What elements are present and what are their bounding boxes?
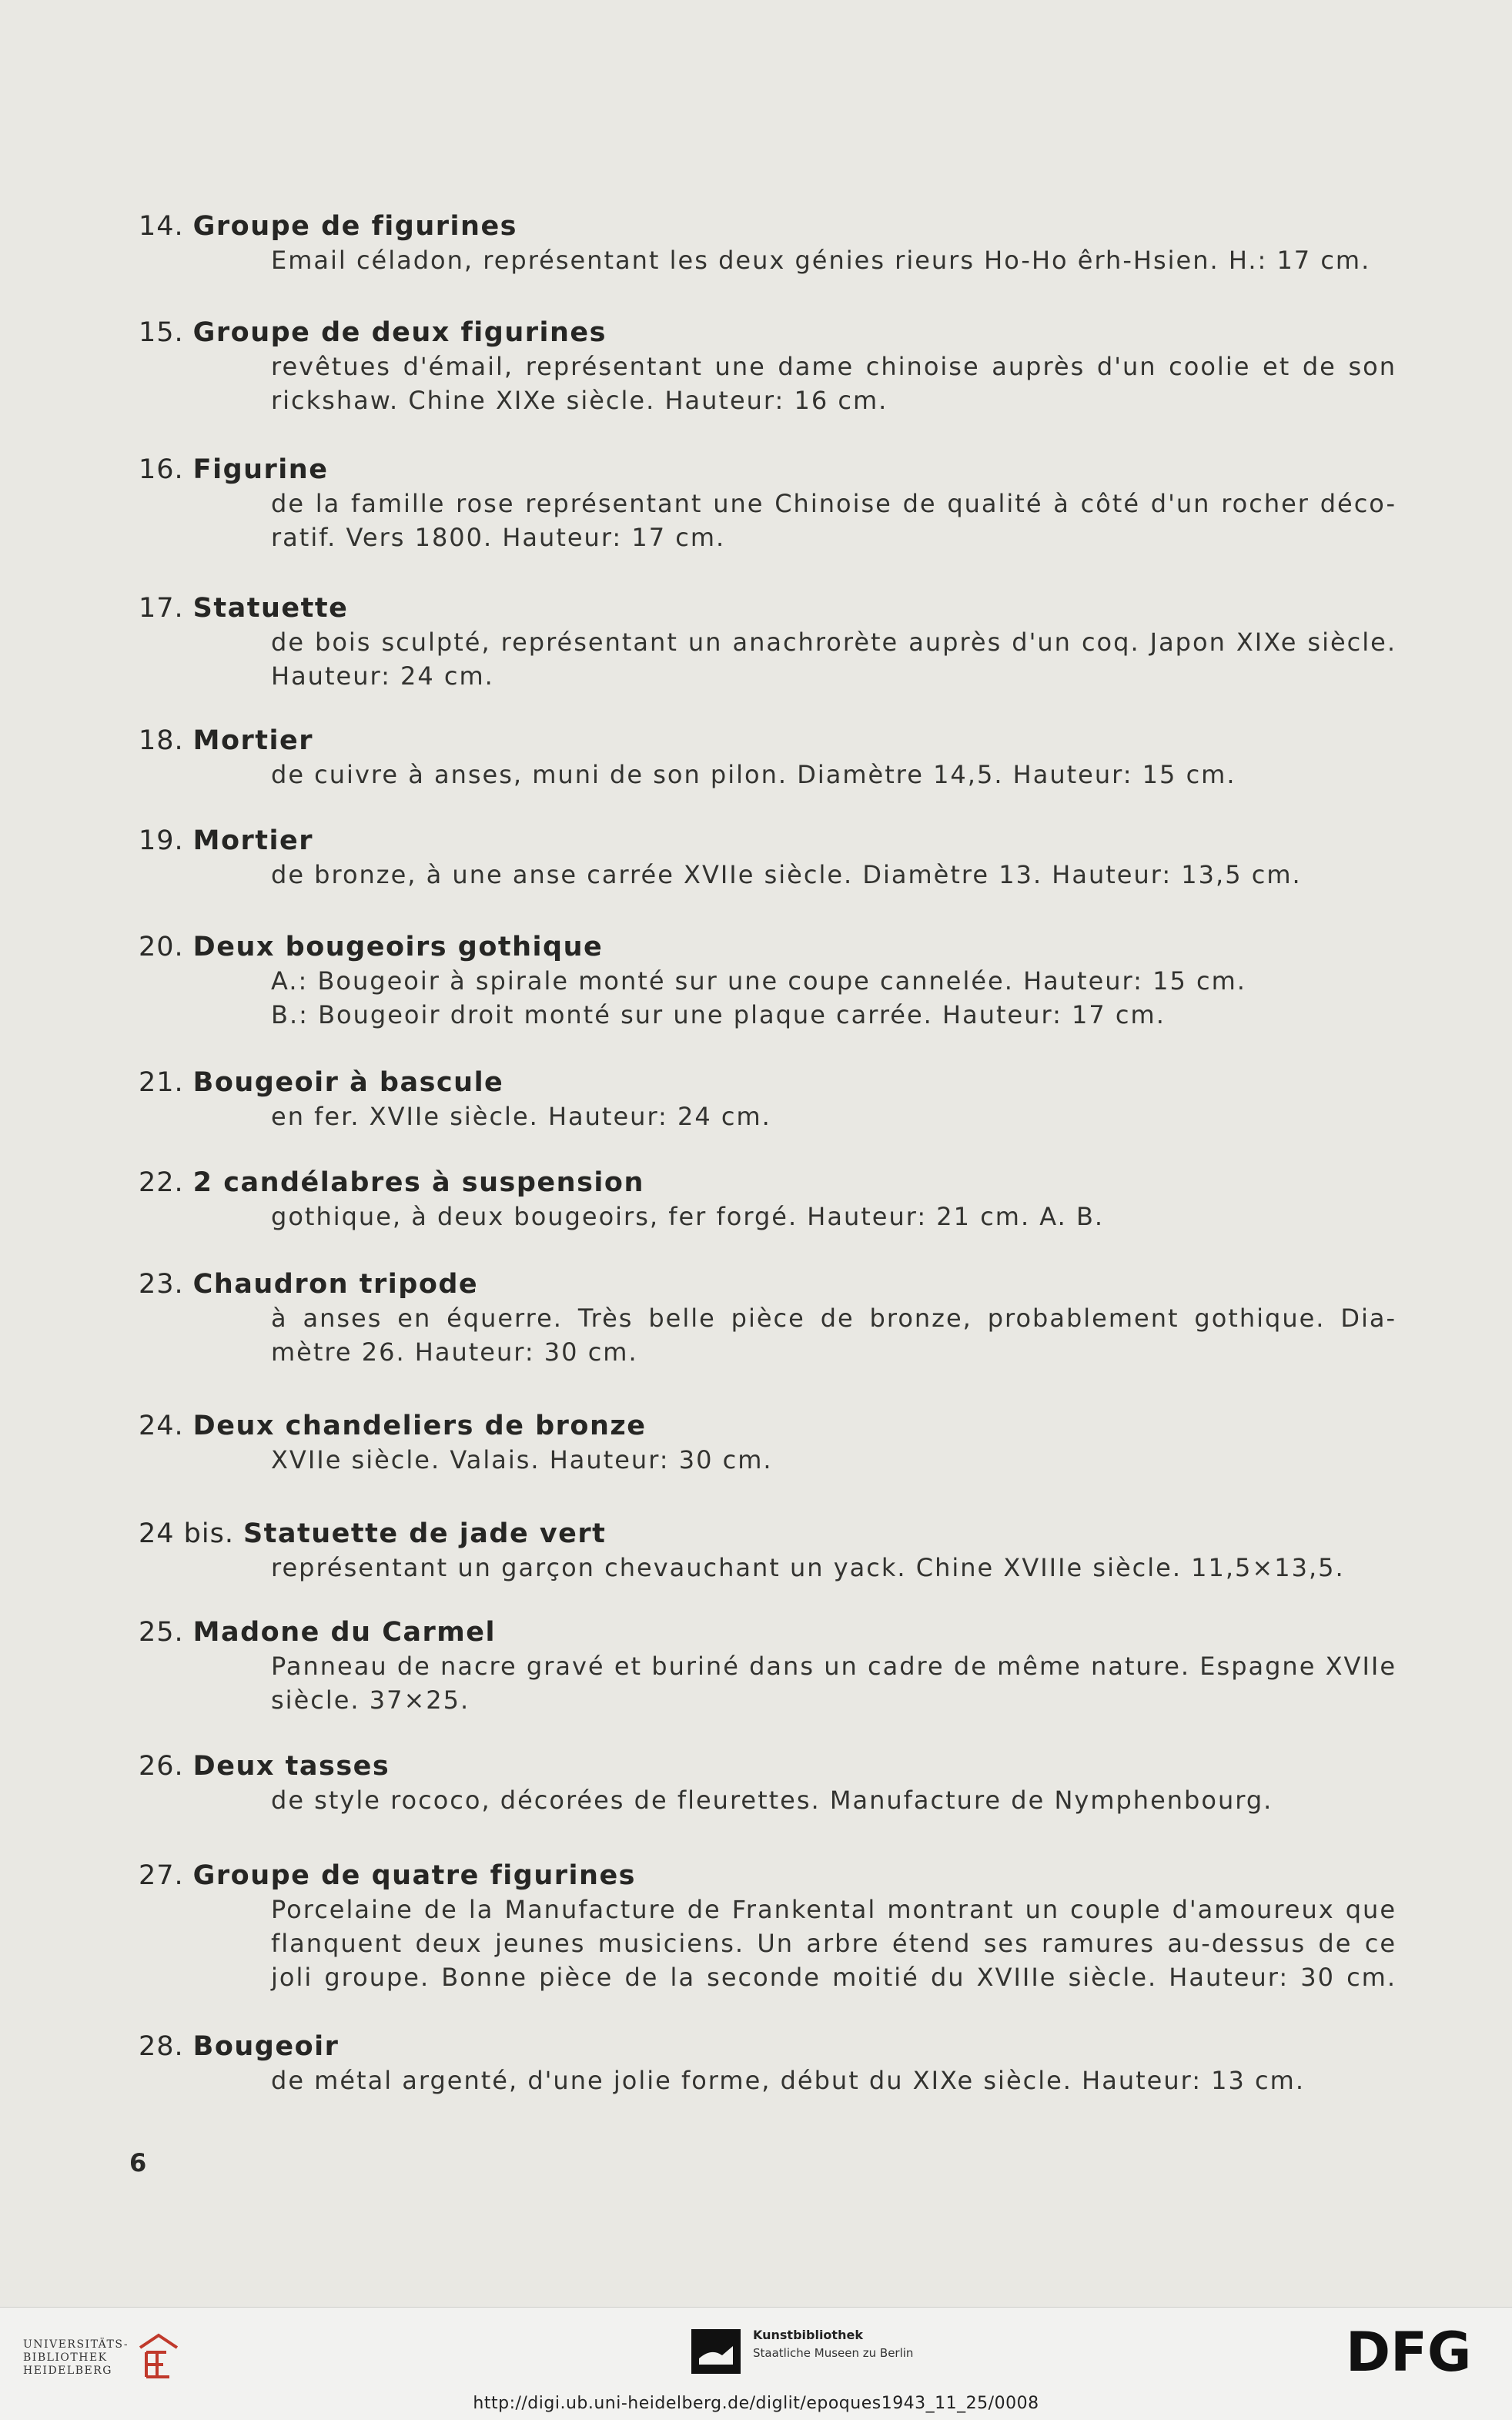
entry-description-line: de la famille rose représentant une Chinoise de qualité à côté d'un rocher déco-: [271, 489, 1397, 518]
entry-heading: [139, 2030, 339, 2064]
entry-description-line: Panneau de nacre gravé et buriné dans un cadre de même nature. Espagne XVIIe: [271, 1652, 1397, 1681]
entry-description-line: représentant un garçon chevauchant un yack. Chine XVIIIe siècle. 11,5×13,5.: [271, 1553, 1345, 1582]
entry-number: 21.: [139, 1067, 184, 1098]
university-label-line: BIBLIOTHEK: [23, 2351, 108, 2364]
entry-description-line: Porcelaine de la Manufacture de Frankental montrant un couple d'amoureux que: [271, 1895, 1397, 1924]
entry-description-line: revêtues d'émail, représentant une dame chinoise auprès d'un coolie et de son: [271, 352, 1397, 381]
entry-description-line: de style rococo, décorées de fleurettes. Manufacture de Nymphenbourg.: [271, 1786, 1273, 1815]
document-url-link[interactable]: http://digi.ub.uni-heidelberg.de/diglit/epoques1943_11_25/0008: [473, 2394, 1039, 2413]
entry-description-line: B.: Bougeoir droit monté sur une plaque carrée. Hauteur: 17 cm.: [271, 1000, 1166, 1029]
entry-number: 24 bis.: [139, 1518, 234, 1549]
entry-number: 20.: [139, 932, 184, 962]
university-label-line: UNIVERSITÄTS-: [23, 2338, 129, 2351]
entry-heading: [139, 1749, 390, 1783]
entry-title: Bougeoir à bascule: [192, 1067, 504, 1098]
entry-number: 27.: [139, 1860, 184, 1891]
entry-title: Deux tasses: [192, 1751, 390, 1782]
entry-description-line: gothique, à deux bougeoirs, fer forgé. Hauteur: 21 cm. A. B.: [271, 1202, 1105, 1231]
dfg-logo-icon[interactable]: [1346, 2325, 1492, 2380]
entry-description-line: de bronze, à une anse carrée XVIIe siècle. Diamètre 13. Hauteur: 13,5 cm.: [271, 860, 1302, 889]
footer-bar: [0, 2307, 1512, 2420]
entry-description-line: Hauteur: 24 cm.: [271, 661, 494, 691]
entry-number: 25.: [139, 1617, 184, 1648]
entry-title: Groupe de quatre figurines: [192, 1860, 637, 1891]
entry-description-line: A.: Bougeoir à spirale monté sur une coupe cannelée. Hauteur: 15 cm.: [271, 966, 1246, 996]
page-number: 6: [129, 2148, 147, 2177]
entry-title: Mortier: [192, 725, 314, 756]
kunstbibliothek-logo-icon[interactable]: [691, 2329, 741, 2374]
entry-description-line: joli groupe. Bonne pièce de la seconde moitié du XVIIIe siècle. Hauteur: 30 cm.: [271, 1963, 1397, 1992]
entry-heading: [139, 209, 517, 243]
entry-heading: [139, 1409, 647, 1443]
entry-heading: [139, 1267, 478, 1301]
entry-number: 28.: [139, 2031, 184, 2062]
entry-description-line: XVIIe siècle. Valais. Hauteur: 30 cm.: [271, 1445, 773, 1474]
entry-number: 24.: [139, 1411, 184, 1441]
entry-number: 19.: [139, 825, 184, 856]
entry-heading: [139, 453, 328, 487]
entry-title: Figurine: [192, 454, 329, 485]
entry-title: Groupe de deux figurines: [192, 317, 607, 348]
entry-title: Deux chandeliers de bronze: [192, 1411, 647, 1441]
dfg-logo-text: DFG: [1346, 2325, 1472, 2380]
entry-title: 2 candélabres à suspension: [192, 1167, 644, 1198]
entry-heading: [139, 724, 313, 758]
entry-number: 15.: [139, 317, 184, 348]
entry-number: 17.: [139, 593, 184, 624]
entry-title: Madone du Carmel: [192, 1617, 496, 1648]
university-library-label[interactable]: [23, 2338, 129, 2378]
entry-title: Bougeoir: [192, 2031, 340, 2062]
entry-description-line: de cuivre à anses, muni de son pilon. Diamètre 14,5. Hauteur: 15 cm.: [271, 760, 1236, 789]
entry-description-line: de métal argenté, d'une jolie forme, début du XIXe siècle. Hauteur: 13 cm.: [271, 2066, 1305, 2095]
entry-title: Groupe de figurines: [192, 211, 518, 242]
university-logo-icon[interactable]: [135, 2332, 182, 2382]
entry-heading: [139, 591, 348, 625]
entry-title: Deux bougeoirs gothique: [192, 932, 604, 962]
entry-description-line: rickshaw. Chine XIXe siècle. Hauteur: 16 cm.: [271, 386, 888, 415]
entry-heading: [139, 1166, 644, 1200]
entry-number: 18.: [139, 725, 184, 756]
entry-number: 16.: [139, 454, 184, 485]
entry-description-line: de bois sculpté, représentant un anachrorète auprès d'un coq. Japon XIXe siècle.: [271, 628, 1397, 657]
entry-heading: [139, 1066, 503, 1100]
entry-heading: [139, 824, 313, 858]
entry-description-line: à anses en équerre. Très belle pièce de bronze, probablement gothique. Dia-: [271, 1304, 1397, 1333]
entry-heading: [139, 316, 607, 350]
entry-description-line: en fer. XVIIe siècle. Hauteur: 24 cm.: [271, 1102, 771, 1131]
entry-heading: [139, 1615, 496, 1649]
entry-description-line: ratif. Vers 1800. Hauteur: 17 cm.: [271, 523, 726, 552]
entry-description-line: mètre 26. Hauteur: 30 cm.: [271, 1337, 638, 1367]
entry-number: 14.: [139, 211, 184, 242]
university-label-line: HEIDELBERG: [23, 2365, 112, 2377]
entry-title: Chaudron tripode: [192, 1269, 479, 1300]
entry-description-line: siècle. 37×25.: [271, 1685, 470, 1715]
entry-number: 23.: [139, 1269, 184, 1300]
entry-number: 26.: [139, 1751, 184, 1782]
library-subtitle: Staatliche Museen zu Berlin: [753, 2346, 914, 2360]
entry-title: Statuette de jade vert: [243, 1518, 607, 1549]
entry-number: 22.: [139, 1167, 184, 1198]
entry-heading: [139, 1517, 606, 1551]
entry-heading: [139, 930, 603, 964]
entry-heading: [139, 1859, 636, 1893]
entry-description-line: Email céladon, représentant les deux génies rieurs Ho-Ho êrh-Hsien. H.: 17 cm.: [271, 246, 1371, 275]
entry-title: Statuette: [192, 593, 349, 624]
entry-description-line: flanquent deux jeunes musiciens. Un arbre étend ses ramures au-dessus de ce: [271, 1929, 1397, 1958]
entry-title: Mortier: [192, 825, 314, 856]
library-name: Kunstbibliothek: [753, 2328, 863, 2342]
